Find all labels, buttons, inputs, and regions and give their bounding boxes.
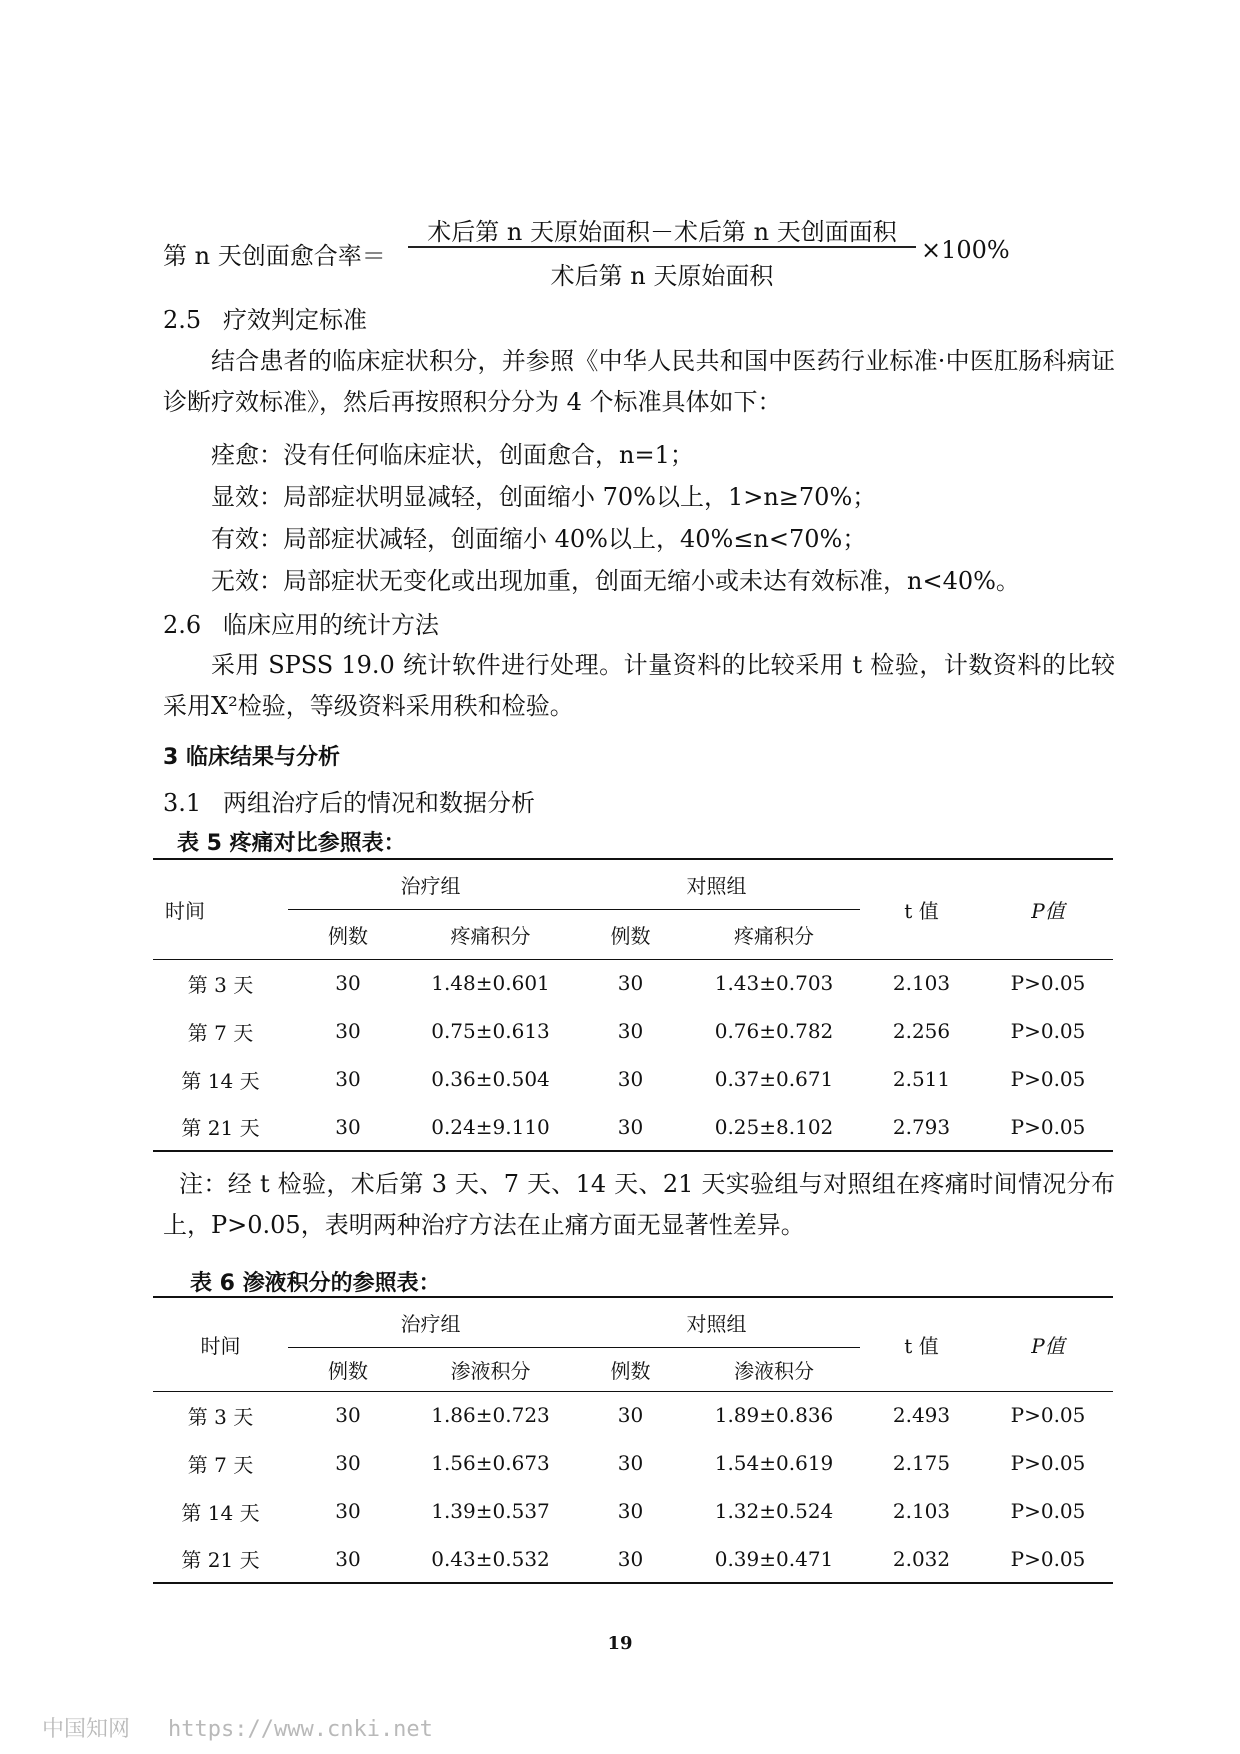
table-row: [153, 1391, 1113, 1439]
cell-n-control: 30: [617, 971, 644, 996]
watermark-url: https://www.cnki.net: [168, 1717, 433, 1742]
table5-header-row-1: [153, 859, 1113, 909]
healing-rate-formula: [163, 212, 1043, 290]
formula-rhs: ×100%: [921, 236, 1010, 264]
cell-p: P>0.05: [1010, 1403, 1086, 1428]
cell-n-control: 30: [617, 1451, 644, 1475]
table-row: [153, 1535, 1113, 1583]
table6: [153, 1296, 1113, 1584]
formula-denominator: 术后第 n 天原始面积: [550, 262, 774, 290]
cell-score-treat: 1.56±0.673: [431, 1451, 550, 1475]
cell-n-control: 30: [617, 1019, 644, 1043]
cell-time: 第 14 天: [181, 1500, 260, 1525]
table6-col-n-treat: 例数: [288, 1347, 408, 1391]
cell-t: 2.793: [860, 1103, 983, 1151]
cell-score-treat: 0.24±9.110: [408, 1103, 573, 1151]
cell-score-control: 1.54±0.619: [714, 1451, 834, 1475]
table5-col-t: t 值: [860, 859, 983, 959]
table6-col-t: t 值: [860, 1297, 983, 1391]
table6-col-score-treat: 渗液积分: [408, 1347, 573, 1391]
cell-time: 第 14 天: [181, 1068, 260, 1093]
cell-p: P>0.05: [1010, 1019, 1086, 1043]
table-row: [153, 1103, 1113, 1151]
cell-time: 第 7 天: [187, 1452, 254, 1477]
cell-n-treat: 30: [335, 1451, 361, 1475]
cell-n-treat: 30: [288, 1535, 408, 1583]
paragraph-2-6: 采用 SPSS 19.0 统计软件进行处理。计量资料的比较采用 t 检验，计数资料的比较采用X²检验，等级资料采用秩和检验。: [163, 651, 1115, 720]
criterion-marked: 显效：局部症状明显减轻，创面缩小 70%以上，1>n≥70%；: [211, 483, 877, 511]
cell-score-treat: 0.43±0.532: [408, 1535, 573, 1583]
cell-n-control: 30: [573, 1535, 688, 1583]
table5-col-score-treat: 疼痛积分: [408, 909, 573, 959]
cell-p: P>0.05: [983, 1103, 1113, 1151]
cell-t: 2.511: [892, 1067, 951, 1091]
table6-col-time: 时间: [153, 1297, 288, 1391]
cell-time: 第 21 天: [153, 1535, 288, 1583]
cell-n-treat: 30: [335, 1499, 361, 1523]
cell-score-control: 0.39±0.471: [688, 1535, 860, 1583]
cell-score-control: 1.89±0.836: [714, 1403, 834, 1428]
cell-t: 2.175: [892, 1451, 951, 1475]
cell-n-control: 30: [617, 1403, 644, 1428]
cell-p: P>0.05: [983, 1535, 1113, 1583]
cell-time: 第 7 天: [187, 1020, 254, 1045]
table6-col-score-control: 渗液积分: [688, 1347, 860, 1391]
cell-score-treat: 0.75±0.613: [431, 1019, 550, 1043]
table6-col-p: P值: [983, 1297, 1113, 1391]
section-heading-3-1: [163, 783, 535, 818]
cell-score-control: 0.25±8.102: [688, 1103, 860, 1151]
section-heading-2-5: [163, 300, 367, 335]
table-row: [153, 1007, 1113, 1055]
cell-n-treat: 30: [288, 1103, 408, 1151]
cell-n-treat: 30: [335, 1403, 361, 1428]
cell-time: 第 3 天: [187, 972, 254, 997]
cell-n-treat: 30: [335, 1019, 361, 1043]
cnki-watermark: [42, 1712, 433, 1743]
table-row: [153, 1487, 1113, 1535]
cell-t: 2.103: [892, 1499, 951, 1523]
cell-score-control: 1.32±0.524: [714, 1499, 834, 1523]
formula-numerator: 术后第 n 天原始面积－术后第 n 天创面面积: [427, 218, 897, 246]
cell-t: 2.493: [892, 1403, 951, 1428]
cell-p: P>0.05: [1010, 1067, 1086, 1091]
section-number: 2.5: [163, 306, 202, 334]
table5-group-control: 对照组: [573, 859, 860, 909]
cell-score-control: 1.43±0.703: [714, 971, 834, 996]
cell-score-control: 0.37±0.671: [714, 1067, 834, 1091]
table6-col-n-control: 例数: [573, 1347, 688, 1391]
cell-score-control: 0.76±0.782: [714, 1019, 834, 1043]
table6-group-treatment: 治疗组: [288, 1297, 573, 1347]
formula-fraction: [408, 212, 916, 291]
cell-t: 2.103: [892, 971, 951, 996]
table5: [153, 858, 1113, 1152]
table6-caption: 表 6 渗液积分的参照表：: [190, 1271, 441, 1296]
section-title: 两组治疗后的情况和数据分析: [223, 789, 535, 817]
cell-n-treat: 30: [335, 971, 361, 996]
cell-score-treat: 1.48±0.601: [431, 971, 550, 996]
table-row: [153, 959, 1113, 1007]
section-title: 疗效判定标准: [223, 306, 367, 334]
cell-p: P>0.05: [1010, 1451, 1086, 1475]
cell-score-treat: 0.36±0.504: [431, 1067, 550, 1091]
section-title: 临床应用的统计方法: [223, 611, 439, 639]
paragraph-2-5-intro: 结合患者的临床症状积分，并参照《中华人民共和国中医药行业标准·中医肛肠科病证诊断疗效标准》，然后再按照积分分为 4 个标准具体如下：: [163, 347, 1115, 416]
section-number: 2.6: [163, 611, 202, 639]
section-heading-3: 3 临床结果与分析: [163, 745, 340, 770]
cell-time: 第 3 天: [187, 1404, 254, 1429]
criterion-effective: 有效：局部症状减轻，创面缩小 40%以上，40%≤n<70%；: [211, 525, 867, 553]
watermark-brand: 中国知网: [42, 1717, 131, 1742]
cell-time: 第 21 天: [153, 1103, 288, 1151]
section-heading-2-6: [163, 605, 439, 640]
section-number: 3.1: [163, 789, 202, 817]
table5-col-p: P值: [983, 859, 1113, 959]
cell-t: 2.032: [860, 1535, 983, 1583]
criterion-cured: 痊愈：没有任何临床症状，创面愈合，n=1；: [211, 441, 694, 469]
table5-col-n-treat: 例数: [288, 909, 408, 959]
cell-n-control: 30: [617, 1067, 644, 1091]
cell-score-treat: 1.86±0.723: [431, 1403, 550, 1428]
table-row: [153, 1439, 1113, 1487]
formula-lhs: 第 n 天创面愈合率＝: [163, 242, 386, 270]
table5-note: 注：经 t 检验，术后第 3 天、7 天、14 天、21 天实验组与对照组在疼痛时间情况分布上，P>0.05，表明两种治疗方法在止痛方面无显著性差异。: [163, 1170, 1115, 1239]
cell-p: P>0.05: [1010, 971, 1086, 996]
table5-caption: 表 5 疼痛对比参照表：: [177, 831, 406, 856]
cell-n-control: 30: [617, 1499, 644, 1523]
cell-n-control: 30: [573, 1103, 688, 1151]
cell-score-treat: 1.39±0.537: [431, 1499, 550, 1523]
cell-n-treat: 30: [335, 1067, 361, 1091]
table5-col-time: 时间: [153, 859, 288, 959]
cell-p: P>0.05: [1010, 1499, 1086, 1523]
table6-header-row-1: [153, 1297, 1113, 1347]
table-row: [153, 1055, 1113, 1103]
fraction-bar: [408, 246, 916, 248]
table5-group-treatment: 治疗组: [288, 859, 573, 909]
table6-group-control: 对照组: [573, 1297, 860, 1347]
cell-t: 2.256: [892, 1019, 951, 1043]
page-number: 19: [607, 1633, 633, 1654]
table5-col-n-control: 例数: [573, 909, 688, 959]
criterion-ineffective: 无效：局部症状无变化或出现加重，创面无缩小或未达有效标准，n<40%。: [211, 567, 1020, 595]
table5-col-score-control: 疼痛积分: [688, 909, 860, 959]
